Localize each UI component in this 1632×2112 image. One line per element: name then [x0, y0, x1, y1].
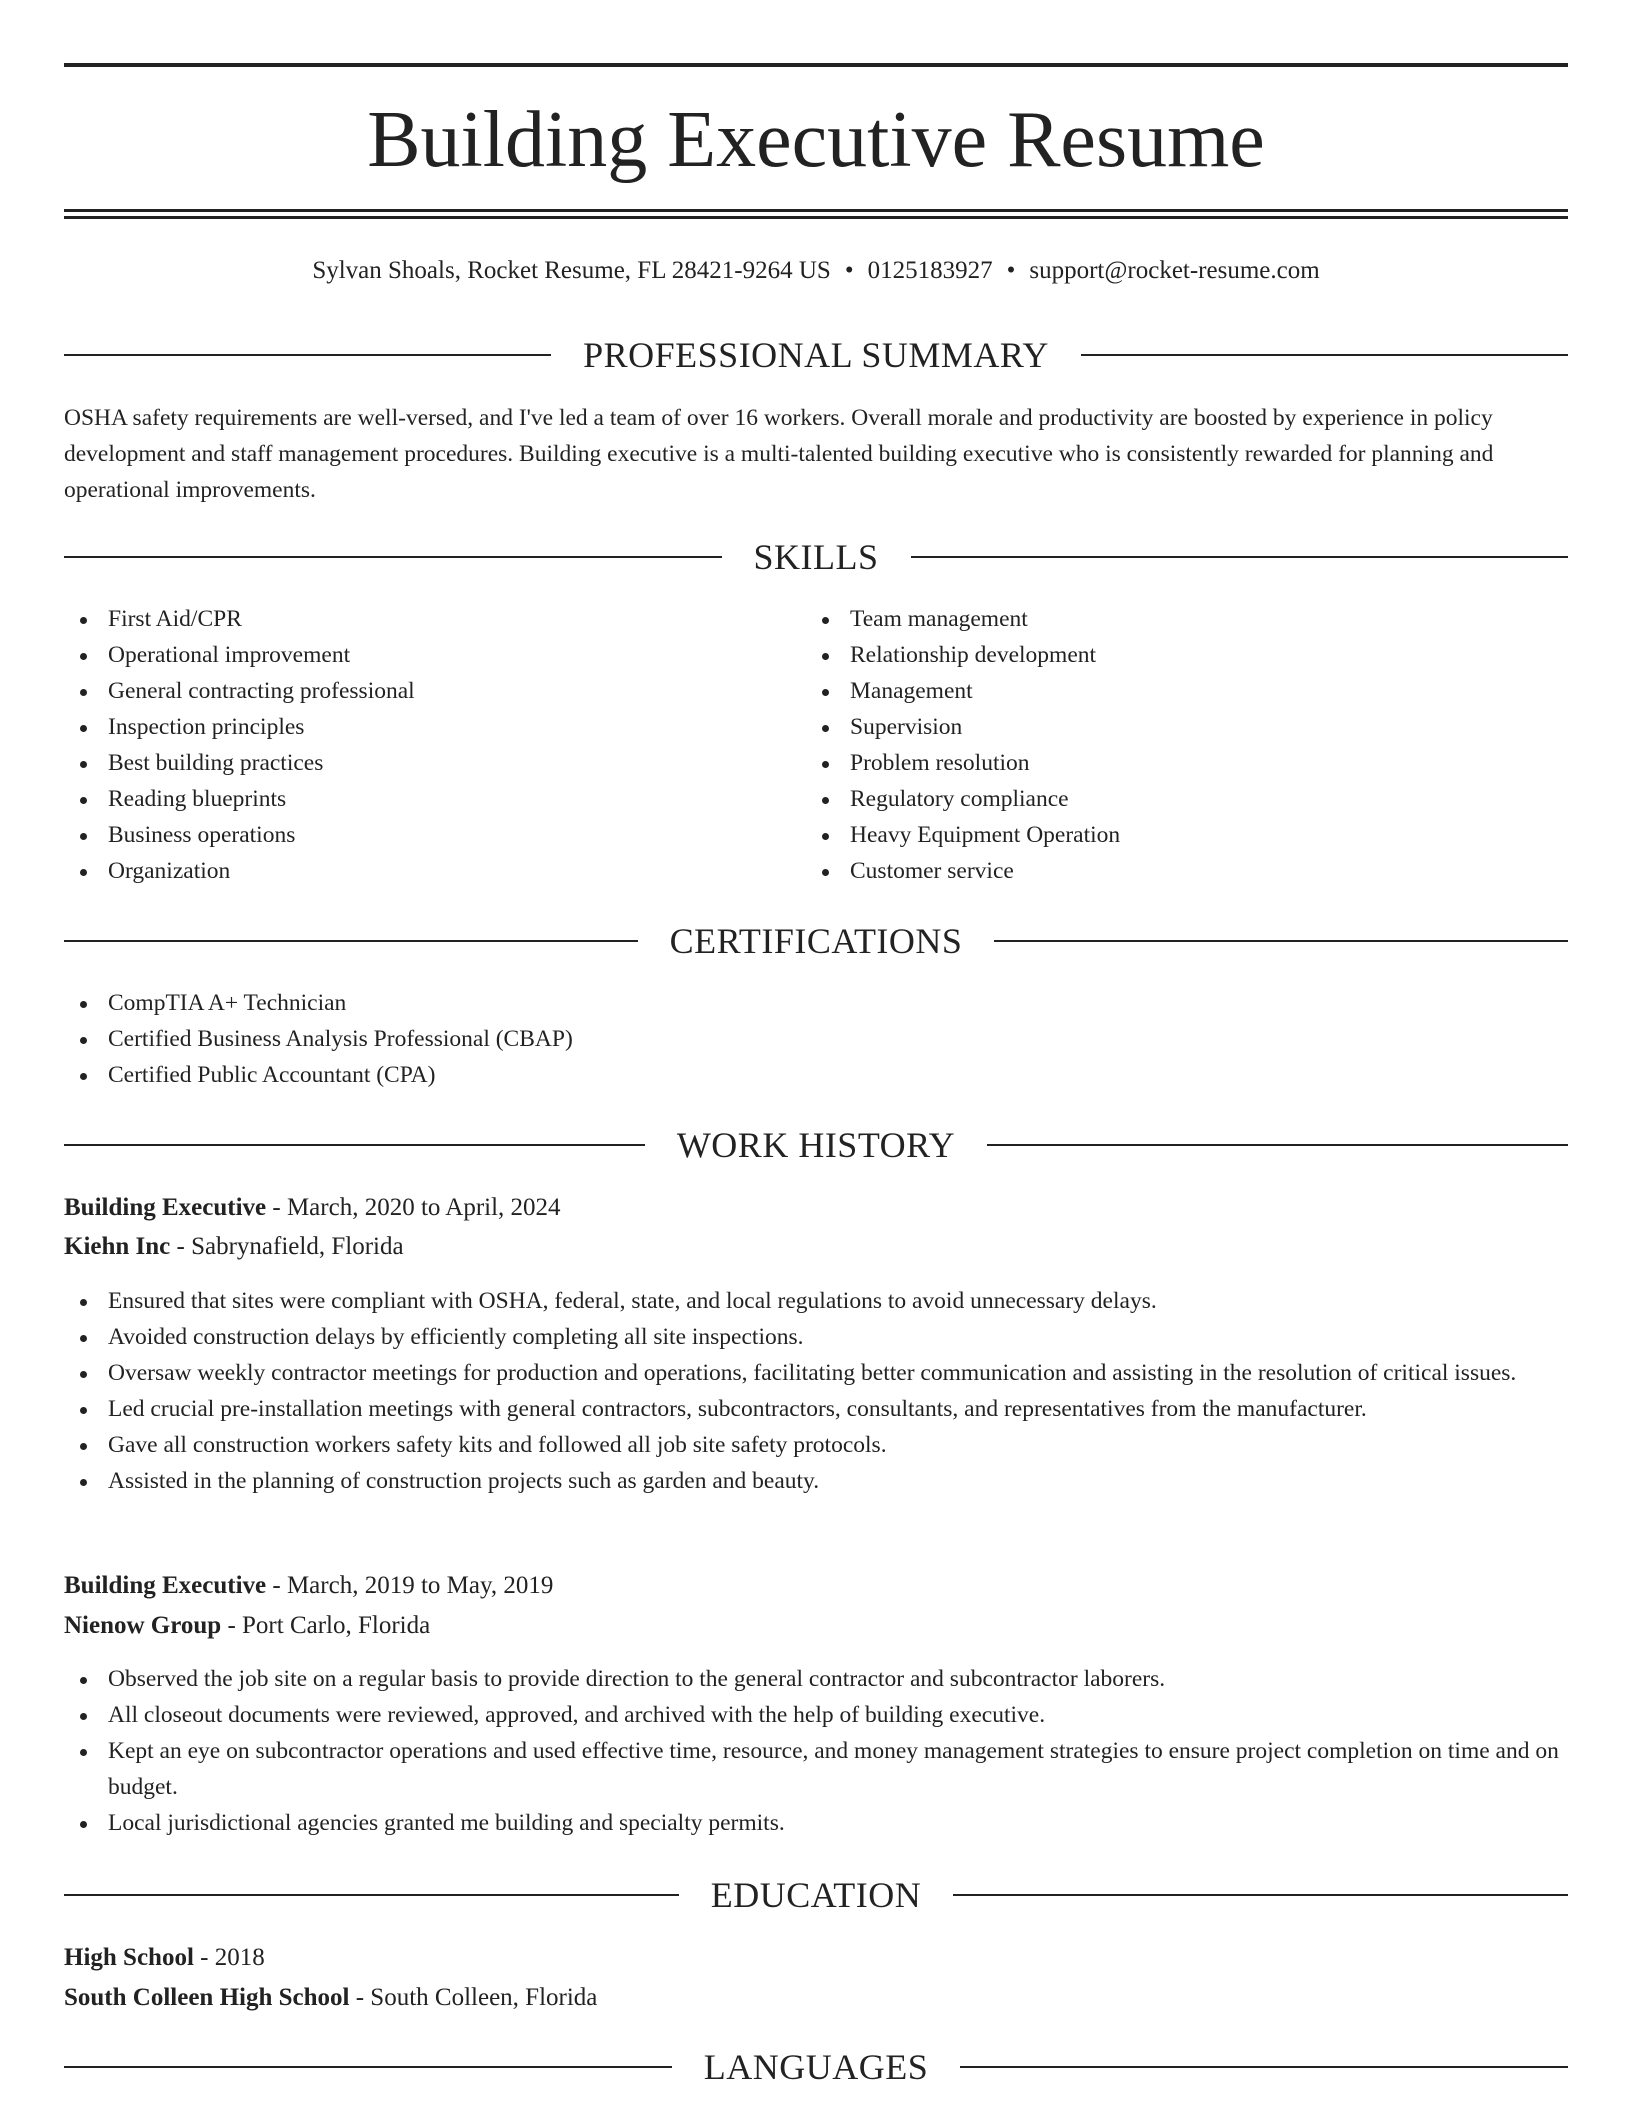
job-location: - Port Carlo, Florida — [227, 1612, 431, 1639]
section-title: SKILLS — [753, 537, 879, 577]
skills-list-left — [64, 601, 764, 889]
education-location: - South Colleen, Florida — [355, 1984, 598, 2011]
section-title: PROFESSIONAL SUMMARY — [583, 335, 1049, 375]
job-duties-list — [64, 1283, 1568, 1499]
job-dates: - March, 2020 to April, 2024 — [272, 1194, 561, 1221]
section-header-summary — [64, 333, 1568, 377]
job-company-line — [64, 1229, 1568, 1265]
job-title: Building Executive — [64, 1572, 267, 1599]
certification-item: Certified Business Analysis Professional (CBAP) — [64, 1021, 1568, 1057]
skill-item: Team management — [806, 601, 1506, 637]
skill-item: General contracting professional — [64, 673, 764, 709]
section-header-skills — [64, 535, 1568, 579]
job-duties-block — [64, 1661, 1568, 1841]
education-year: - 2018 — [200, 1944, 265, 1971]
section-title: EDUCATION — [710, 1875, 922, 1915]
resume-title: Building Executive Resume — [367, 96, 1265, 184]
skill-item: Relationship development — [806, 637, 1506, 673]
skill-item: Inspection principles — [64, 709, 764, 745]
section-rule — [64, 354, 551, 356]
skill-item: Organization — [64, 853, 764, 889]
duty-item: Ensured that sites were compliant with OSHA, federal, state, and local regulations to avoid unnecessary delays. — [64, 1283, 1568, 1319]
job-title-line — [64, 1190, 1568, 1226]
education-degree: High School — [64, 1944, 194, 1971]
summary-text: OSHA safety requirements are well-versed, and I've led a team of over 16 workers. Overall morale and productivity are boosted by experience in policy development and staff management procedures. Building executive is a multi-talented building executive who is consistently rewarded for planning and operational improvements. — [64, 405, 1494, 503]
duty-item: Gave all construction workers safety kits and followed all job site safety protocols. — [64, 1427, 1568, 1463]
contact-separator: • — [1006, 257, 1016, 284]
duty-item: Observed the job site on a regular basis to provide direction to the general contractor and subcontractor laborers. — [64, 1661, 1568, 1697]
skills-list-right — [806, 601, 1506, 889]
skill-item: Problem resolution — [806, 745, 1506, 781]
section-header-certifications — [64, 919, 1568, 963]
section-rule — [987, 1144, 1568, 1146]
duty-item: Local jurisdictional agencies granted me building and specialty permits. — [64, 1805, 1568, 1841]
contact-line — [64, 254, 1568, 288]
education-school-line — [64, 1980, 1568, 2016]
skill-item: Best building practices — [64, 745, 764, 781]
skills-column-right — [806, 601, 1506, 889]
skill-item: Customer service — [806, 853, 1506, 889]
section-header-work-history — [64, 1123, 1568, 1167]
skill-item: Supervision — [806, 709, 1506, 745]
section-rule — [994, 940, 1568, 942]
section-rule — [953, 1894, 1568, 1896]
duty-item: Avoided construction delays by efficiently completing all site inspections. — [64, 1319, 1568, 1355]
section-title: WORK HISTORY — [676, 1125, 956, 1165]
section-rule — [64, 1894, 679, 1896]
section-title: LANGUAGES — [703, 2047, 929, 2087]
section-rule — [911, 556, 1569, 558]
skill-item: First Aid/CPR — [64, 601, 764, 637]
job-company: Nienow Group — [64, 1612, 222, 1639]
contact-separator: • — [844, 257, 854, 284]
header-double-rule-upper — [64, 209, 1568, 212]
section-header-languages — [64, 2045, 1568, 2089]
section-rule — [64, 556, 722, 558]
certifications-block — [64, 985, 1568, 1093]
contact-email[interactable]: support@rocket-resume.com — [1029, 257, 1320, 284]
skill-item: Management — [806, 673, 1506, 709]
skill-item: Operational improvement — [64, 637, 764, 673]
section-header-education — [64, 1873, 1568, 1917]
skills-column-left — [64, 601, 764, 889]
duty-item: Led crucial pre-installation meetings with general contractors, subcontractors, consultants, and representatives from the manufacturer. — [64, 1391, 1568, 1427]
section-rule — [960, 2066, 1568, 2068]
job-dates: - March, 2019 to May, 2019 — [272, 1572, 554, 1599]
job-location: - Sabrynafield, Florida — [176, 1233, 404, 1260]
duty-item: Kept an eye on subcontractor operations and used effective time, resource, and money management strategies to ensure project completion on time and on budget. — [64, 1733, 1568, 1805]
education-school: South Colleen High School — [64, 1984, 350, 2011]
job-company: Kiehn Inc — [64, 1233, 171, 1260]
section-title: CERTIFICATIONS — [669, 921, 963, 961]
skill-item: Business operations — [64, 817, 764, 853]
header-top-rule — [64, 63, 1568, 67]
section-rule — [64, 1144, 645, 1146]
job-duties-block — [64, 1283, 1568, 1499]
duty-item: Assisted in the planning of construction projects such as garden and beauty. — [64, 1463, 1568, 1499]
contact-phone: 0125183927 — [867, 257, 993, 284]
header-double-rule-lower — [64, 216, 1568, 219]
section-rule — [1081, 354, 1568, 356]
certifications-list — [64, 985, 1568, 1093]
job-title-line — [64, 1568, 1568, 1604]
certification-item: CompTIA A+ Technician — [64, 985, 1568, 1021]
skill-item: Heavy Equipment Operation — [806, 817, 1506, 853]
job-title: Building Executive — [64, 1194, 267, 1221]
section-rule — [64, 940, 638, 942]
job-company-line — [64, 1608, 1568, 1644]
contact-address: Sylvan Shoals, Rocket Resume, FL 28421-9264 US — [312, 257, 831, 284]
duty-item: All closeout documents were reviewed, approved, and archived with the help of building executive. — [64, 1697, 1568, 1733]
certification-item: Certified Public Accountant (CPA) — [64, 1057, 1568, 1093]
duty-item: Oversaw weekly contractor meetings for production and operations, facilitating better communication and assisting in the resolution of critical issues. — [64, 1355, 1568, 1391]
skill-item: Regulatory compliance — [806, 781, 1506, 817]
education-degree-line — [64, 1940, 1568, 1976]
job-duties-list — [64, 1661, 1568, 1841]
skill-item: Reading blueprints — [64, 781, 764, 817]
section-rule — [64, 2066, 672, 2068]
